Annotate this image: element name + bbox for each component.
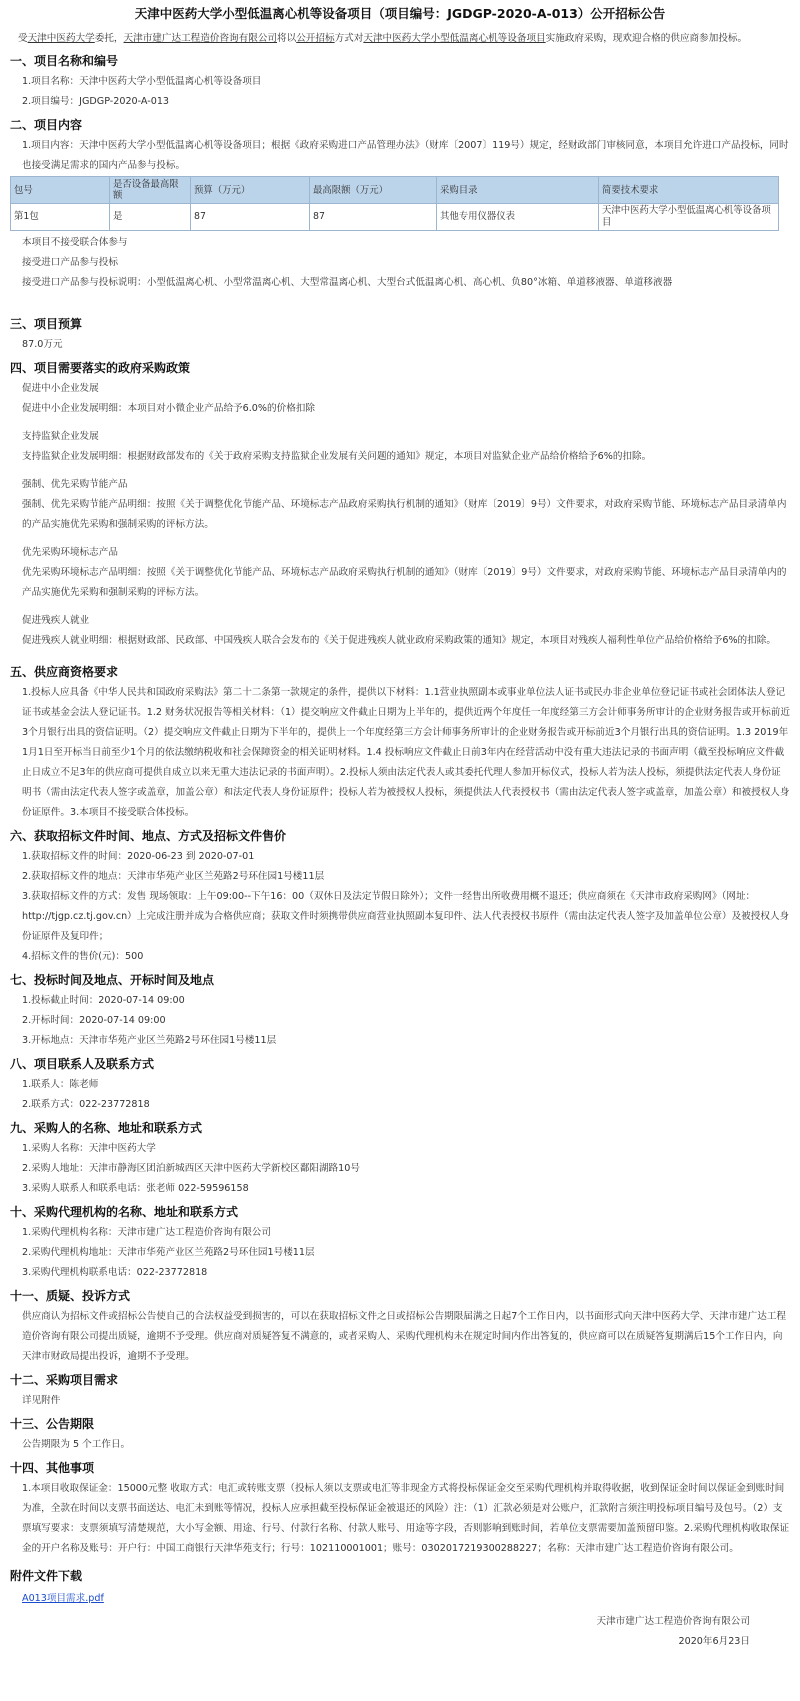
section-1-line-1: 1.项目名称：天津中医药大学小型低温离心机等设备项目	[22, 76, 262, 87]
intro-mid3: 方式对	[334, 33, 364, 44]
section-heading-9: 九、采购人的名称、地址和联系方式	[10, 1121, 203, 1135]
section-heading-8: 八、项目联系人及联系方式	[10, 1057, 155, 1071]
attachment-title: 附件文件下载	[10, 1569, 83, 1583]
section-heading-2: 二、项目内容	[10, 118, 83, 132]
section-5-line-1: 1.投标人应具备《中华人民共和国政府采购法》第二十二条第一款规定的条件，提供以下材料：1.1营业执照副本或事业单位法人证书或民办非企业单位登记证书或社会团体法人登记证书或基金会法人登记证书。1.2 财务状况报告等相关材料：（1）提交响应文件截止日期为上半年的，提供近两个年度任一年度经第三方会计师事务所审计的企业财务报告或开标前近3个月银行出具的资信证明。（2）提交响应文件截止日期为下半年的，提供上一个年度经第三方会计师事务所审计的企业财务报告或开标前近3个月银行出具的资信证明。1.3 2019年1月1日至开标当日前至少1个月的依法缴纳税收和社会保障资金的相关证明材料。1.4 投标响应文件截止日前3年内在经营活动中没有重大违法记录的书面声明（截至投标响应文件截止日成立不足3年的供应商可提供自成立以来无重大违法记录的书面声明）。2.投标人须由法定代表人或其委托代理人参加开标仪式，投标人若为法人投标，须提供法定代表人身份证明书（需由法定代表人签字或盖章，加盖公章）和法定代表人身份证原件；投标人若为被授权人投标，须提供法人代表授权书（需由法定代表人签字或盖章，加盖公章）和被授权人身份证原件。3.本项目不接受联合体投标。	[22, 687, 790, 818]
section-9-line-3: 3.采购人联系人和联系电话：张老师 022-59596158	[22, 1183, 249, 1194]
section-heading-3: 三、项目预算	[10, 317, 83, 331]
package-table-header	[11, 177, 779, 204]
section-7-line-2: 2.开标时间：2020-07-14 09:00	[22, 1015, 166, 1026]
policy-sme-title: 促进中小企业发展	[22, 383, 99, 394]
attachment-link[interactable]: A013项目需求.pdf	[22, 1593, 104, 1604]
section-13-line-1: 公告期限为 5 个工作日。	[22, 1439, 131, 1450]
section-2-note-1: 本项目不接受联合体参与	[22, 237, 128, 248]
col-header-package: 包号	[11, 177, 110, 204]
section-heading-4: 四、项目需要落实的政府采购政策	[10, 361, 191, 375]
policy-sme-detail: 促进中小企业发展明细：本项目对小微企业产品给予6.0%的价格扣除	[22, 403, 315, 414]
section-6-line-1: 1.获取招标文件的时间：2020-06-23 到 2020-07-01	[22, 851, 255, 862]
intro-prefix: 受	[18, 33, 28, 44]
col-header-catalog: 采购目录	[437, 177, 599, 204]
intro-mid1: 委托，	[94, 33, 124, 44]
intro-agent: 天津市建广达工程造价咨询有限公司	[123, 33, 278, 44]
intro-method: 公开招标	[296, 33, 335, 44]
section-8-line-1: 1.联系人：陈老师	[22, 1079, 99, 1090]
intro-paragraph	[10, 30, 790, 48]
col-header-max-limit: 最高限额（万元）	[310, 177, 437, 204]
section-10-line-2: 2.采购代理机构地址：天津市华苑产业区兰苑路2号环住园1号楼11层	[22, 1247, 315, 1258]
section-2-note-2: 接受进口产品参与投标	[22, 257, 118, 268]
cell-requirements: 天津中医药大学小型低温离心机等设备项目	[599, 204, 779, 231]
section-1-line-2: 2.项目编号：JGDGP-2020-A-013	[22, 96, 170, 107]
section-heading-10: 十、采购代理机构的名称、地址和联系方式	[10, 1205, 239, 1219]
cell-package: 第1包	[11, 204, 110, 231]
section-14-line-1: 1.本项目收取保证金：15000元整 收取方式：电汇或转账支票（投标人须以支票或电汇等非现金方式将投标保证金交至采购代理机构并取得收据，收到保证金时间以保证金到账时间为准，全款在时间以支票书面送达、电汇未到账等情况，投标人应承担截至投标保证金被退还的风险）注：（1）汇款必须是对公账户，汇款附言须注明投标项目编号及包号。（2）支票填写要求：支票须填写清楚规范，大小写金额、用途、行号、付款行名称、付款人账号、用途等字段，否则影响到账时间，若单位支票需要加盖预留印鉴。2.采购代理机构收取保证金的开户名称及账号：开户行：中国工商银行天津华苑支行；行号：102110001001；账号：0302017219300288227；名称：天津市建广达工程造价咨询有限公司。	[22, 1483, 790, 1554]
section-10-line-1: 1.采购代理机构名称：天津市建广达工程造价咨询有限公司	[22, 1227, 271, 1238]
section-9-line-1: 1.采购人名称：天津中医药大学	[22, 1143, 156, 1154]
intro-mid2: 将以	[277, 33, 297, 44]
policy-energy-title: 强制、优先采购节能产品	[22, 479, 128, 490]
intro-project: 天津中医药大学小型低温离心机等设备项目	[363, 33, 546, 44]
package-table	[10, 176, 779, 231]
section-heading-1: 一、项目名称和编号	[10, 54, 119, 68]
section-3-line-1: 87.0万元	[22, 339, 63, 350]
section-heading-14: 十四、其他事项	[10, 1461, 95, 1475]
section-6-line-3: 3.获取招标文件的方式：发售 现场领取：上午09:00--下午16：00（双休日及法定节假日除外）；文件一经售出所收费用概不退还；供应商须在《天津市政府采购网》（网址：http://tjgp.cz.tj.gov.cn）上完成注册并成为合格供应商；获取文件时须携带供应商营业执照副本复印件、法人代表授权书原件（需由法定代表人签字及加盖单位公章）及被授权人身份证原件及复印件；	[22, 891, 790, 942]
col-header-requirements: 简要技术要求	[599, 177, 779, 204]
cell-max-limit: 87	[310, 204, 437, 231]
section-7-line-1: 1.投标截止时间：2020-07-14 09:00	[22, 995, 185, 1006]
section-7-line-3: 3.开标地点：天津市华苑产业区兰苑路2号环住园1号楼11层	[22, 1035, 277, 1046]
section-heading-7: 七、投标时间及地点、开标时间及地点	[10, 973, 215, 987]
section-heading-6: 六、获取招标文件时间、地点、方式及招标文件售价	[10, 829, 287, 843]
intro-suffix: 实施政府采购，现欢迎合格的供应商参加投标。	[545, 33, 748, 44]
section-6-line-2: 2.获取招标文件的地点：天津市华苑产业区兰苑路2号环住园1号楼11层	[22, 871, 325, 882]
policy-prison-detail: 支持监狱企业发展明细：根据财政部发布的《关于政府采购支持监狱企业发展有关问题的通知》规定，本项目对监狱企业产品给价格给予6%的扣除。	[22, 451, 652, 462]
section-11-line-1: 供应商认为招标文件或招标公告使自己的合法权益受到损害的，可以在获取招标文件之日或招标公告期限届满之日起7个工作日内，以书面形式向天津中医药大学、天津市建广达工程造价咨询有限公司提出质疑，逾期不予受理。供应商对质疑答复不满意的，或者采购人、采购代理机构未在规定时间内作出答复的，供应商可以在质疑答复期满后15个工作日内，向天津市财政局提出投诉，逾期不予受理。	[22, 1311, 787, 1362]
signature-org: 天津市建广达工程造价咨询有限公司	[596, 1616, 750, 1627]
section-6-line-4: 4.招标文件的售价(元)：500	[22, 951, 144, 962]
policy-energy-detail: 强制、优先采购节能产品明细：按照《关于调整优化节能产品、环境标志产品政府采购执行机制的通知》（财库〔2019〕9号）文件要求，对政府采购节能、环境标志产品目录清单内的产品实施优先采购和强制采购的评标方法。	[22, 499, 787, 530]
policy-disabled-detail: 促进残疾人就业明细：根据财政部、民政部、中国残疾人联合会发布的《关于促进残疾人就业政府采购政策的通知》规定，本项目对残疾人福利性单位产品给价格给予6%的扣除。	[22, 635, 776, 646]
section-heading-12: 十二、采购项目需求	[10, 1373, 119, 1387]
policy-env-title: 优先采购环境标志产品	[22, 547, 118, 558]
policy-prison-title: 支持监狱企业发展	[22, 431, 99, 442]
cell-catalog: 其他专用仪器仪表	[437, 204, 599, 231]
section-8-line-2: 2.联系方式：022-23772818	[22, 1099, 150, 1110]
section-9-line-2: 2.采购人地址：天津市静海区团泊新城西区天津中医药大学新校区鄱阳湖路10号	[22, 1163, 360, 1174]
policy-env-detail: 优先采购环境标志产品明细：按照《关于调整优化节能产品、环境标志产品政府采购执行机制的通知》（财库〔2019〕9号）文件要求，对政府采购节能、环境标志产品目录清单内的产品实施优先采购和强制采购的评标方法。	[22, 567, 787, 598]
section-heading-11: 十一、质疑、投诉方式	[10, 1289, 131, 1303]
section-12-line-1: 详见附件	[22, 1395, 61, 1406]
section-10-line-3: 3.采购代理机构联系电话：022-23772818	[22, 1267, 208, 1278]
cell-budget: 87	[191, 204, 310, 231]
section-heading-5: 五、供应商资格要求	[10, 665, 119, 679]
table-row	[11, 204, 779, 231]
policy-disabled-title: 促进残疾人就业	[22, 615, 90, 626]
section-heading-13: 十三、公告期限	[10, 1417, 95, 1431]
col-header-limit-flag: 是否设备最高限额	[110, 177, 191, 204]
intro-purchaser: 天津中医药大学	[27, 33, 95, 44]
section-2-line-1: 1.项目内容：天津中医药大学小型低温离心机等设备项目；根据《政府采购进口产品管理办法》（财库〔2007〕119号）规定，经财政部门审核同意，本项目允许进口产品投标，同时也接受满足需求的国内产品参与投标。	[22, 140, 789, 171]
page-title: 天津中医药大学小型低温离心机等设备项目（项目编号：JGDGP-2020-A-013）公开招标公告	[134, 6, 666, 21]
signature-date: 2020年6月23日	[678, 1636, 750, 1647]
col-header-budget: 预算（万元）	[191, 177, 310, 204]
section-2-note-3: 接受进口产品参与投标说明：小型低温离心机、小型常温离心机、大型常温离心机、大型台式低温离心机、高心机、负80°冰箱、单道移液器、单道移液器	[22, 277, 673, 288]
cell-limit-flag: 是	[110, 204, 191, 231]
